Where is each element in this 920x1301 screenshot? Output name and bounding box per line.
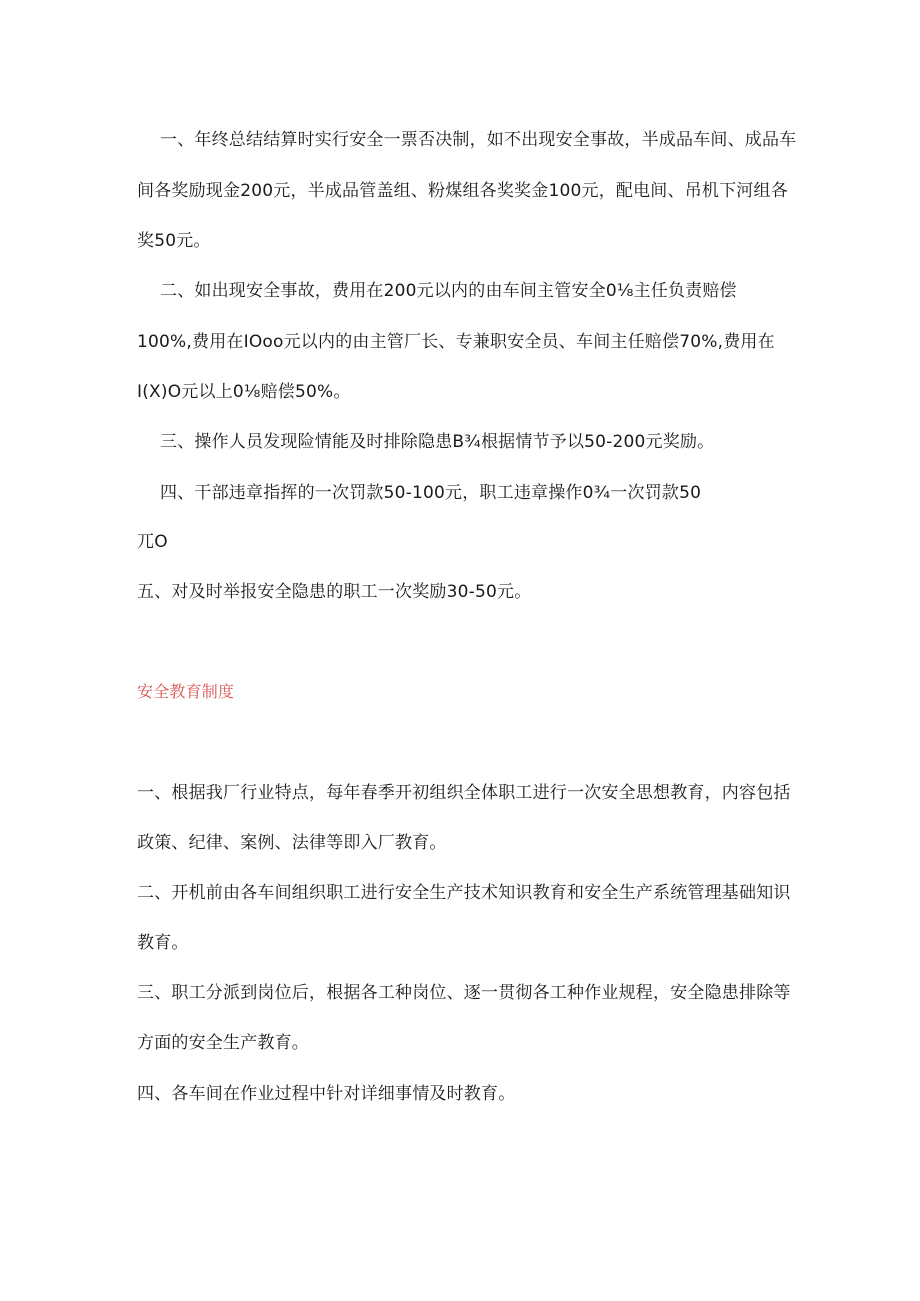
s1-item2-line2: 100%,费用在IOoo元以内的由主管厂长、专兼职安全员、车间主任赔偿70%,费用在 xyxy=(137,332,775,352)
s2-item2-line2: 教育。 xyxy=(137,933,189,953)
s1-item4-line2: 兀O xyxy=(137,532,168,552)
s2-item2-line1: 二、开机前由各车间组织职工进行安全生产技术知识教育和安全生产系统管理基础知识 xyxy=(137,883,791,903)
section-heading-safety-education: 安全教育制度 xyxy=(137,682,235,701)
s1-item2-line3: I(X)O元以上0⅛赔偿50%。 xyxy=(137,382,351,402)
s1-item3-line1: 三、操作人员发现险情能及时排除隐患B¾根据情节予以50-200元奖励。 xyxy=(160,432,715,452)
s2-item3-line1: 三、职工分派到岗位后，根据各工种岗位、逐一贯彻各工种作业规程，安全隐患排除等 xyxy=(137,983,791,1003)
s1-item1-line3: 奖50元。 xyxy=(137,231,211,251)
s2-item3-line2: 方面的安全生产教育。 xyxy=(137,1033,309,1053)
s1-item5-line1: 五、对及时举报安全隐患的职工一次奖励30-50元。 xyxy=(137,582,532,602)
s2-item1-line2: 政策、纪律、案例、法律等即入厂教育。 xyxy=(137,833,447,853)
s1-item1-line1: 一、年终总结结算时实行安全一票否决制，如不出现安全事故，半成品车间、成品车 xyxy=(160,130,797,150)
s1-item1-line2: 间各奖励现金200元，半成品管盖组、粉煤组各奖奖金100元，配电间、吊机下河组各 xyxy=(137,181,788,201)
s2-item4-line1: 四、各车间在作业过程中针对详细事情及时教育。 xyxy=(137,1084,516,1104)
s2-item1-line1: 一、根据我厂行业特点，每年春季开初组织全体职工进行一次安全思想教育，内容包括 xyxy=(137,783,791,803)
s1-item2-line1: 二、如出现安全事故，费用在200元以内的由车间主管安全0⅛主任负责赔偿 xyxy=(160,281,737,301)
s1-item4-line1: 四、干部违章指挥的一次罚款50-100元，职工违章操作0¾一次罚款50 xyxy=(160,483,702,503)
